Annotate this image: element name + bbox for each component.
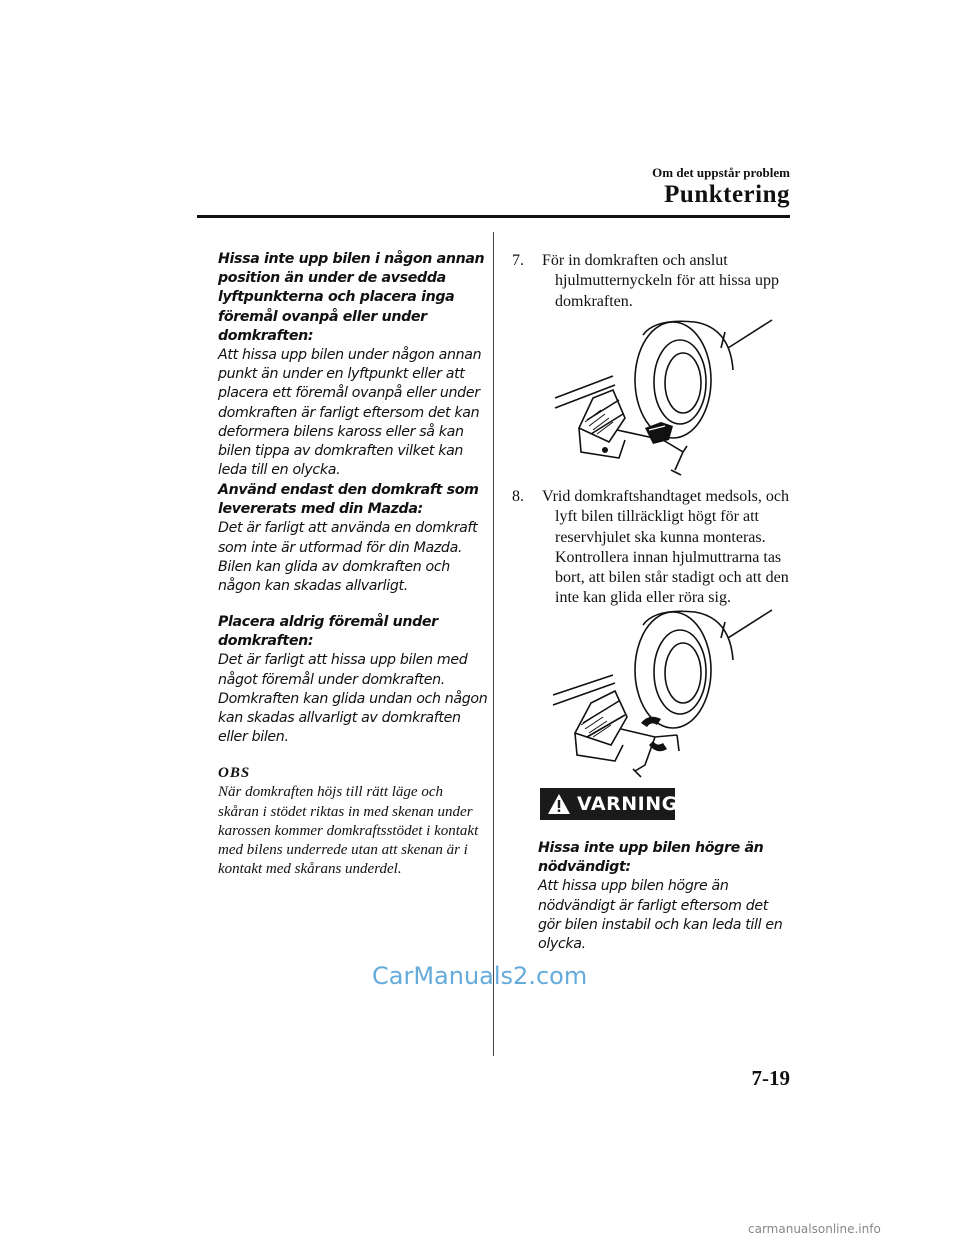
chapter-title: Om det uppstår problem: [652, 165, 790, 180]
jack-insertion-illustration: [545, 310, 775, 485]
warning-triangle-icon: [547, 793, 571, 815]
column-divider: [493, 232, 494, 1056]
warning-block-3: [218, 613, 493, 747]
warning-body: Det är farligt att använda en domkraft som inte är utformad för din Mazda. Bilen kan glida av domkraften och någon kan skadas allvarligt.: [218, 520, 478, 595]
footer-brand: carmanualsonline.info: [748, 1222, 881, 1236]
warning-badge: [540, 788, 678, 820]
page-number: 7-19: [751, 1066, 790, 1090]
note-block: [218, 764, 480, 880]
step-text: För in domkraften och anslut hjulmutternyckeln för att hissa upp domkraften.: [542, 252, 779, 310]
header-rule: [197, 215, 790, 218]
warning-block-1: [218, 250, 493, 480]
warning-label: VARNING: [577, 793, 678, 815]
watermark: CarManuals2.com: [372, 962, 588, 990]
warning-heading: Använd endast den domkraft som levererats med din Mazda:: [218, 482, 479, 518]
jack-raising-illustration: [545, 605, 775, 795]
warning-heading: Hissa inte upp bilen i någon annan position än under de avsedda lyftpunkterna och placera inga föremål ovanpå eller under domkraften:: [218, 251, 485, 344]
step-number: 8.: [512, 488, 524, 505]
warning-body: Det är farligt att hissa upp bilen med något föremål under domkraften. Domkraften kan glida undan och någon kan skadas allvarligt av domkraften eller bilen.: [218, 652, 488, 746]
step-text: Vrid domkraftshandtaget medsols, och lyft bilen tillräckligt högt för att reservhjulet ska kunna monteras. Kontrollera innan hjulmuttrarna tas bort, att bilen står stadigt och att den inte kan glida eller röra sig.: [542, 488, 789, 607]
step-number: 7.: [512, 252, 524, 269]
warning-heading: Hissa inte upp bilen högre än nödvändigt:: [538, 840, 764, 876]
note-body: När domkraften höjs till rätt läge och skåran i stödet riktas in med skenan under karossen kommer domkraftsstödet i kontakt med bilens underrede utan att skenan är i kontakt med skårans underdel.: [218, 784, 479, 878]
warning-heading: Placera aldrig föremål under domkraften:: [218, 614, 438, 650]
warning-body: Att hissa upp bilen högre än nödvändigt är farligt eftersom det gör bilen instabil och kan leda till en olycka.: [538, 878, 783, 953]
step-8: [512, 487, 790, 609]
note-title: OBS: [218, 765, 251, 781]
warning-block-2: [218, 481, 493, 596]
step-7: [512, 251, 787, 312]
section-title: Punktering: [664, 181, 790, 208]
warning-block-4: [538, 839, 793, 954]
warning-body: Att hissa upp bilen under någon annan punkt än under en lyftpunkt eller att placera ett föremål ovanpå eller under domkraften är farligt eftersom det kan deformera bilens kaross eller så kan bilen tippa av domkraften vilket kan leda till en olycka.: [218, 347, 482, 479]
